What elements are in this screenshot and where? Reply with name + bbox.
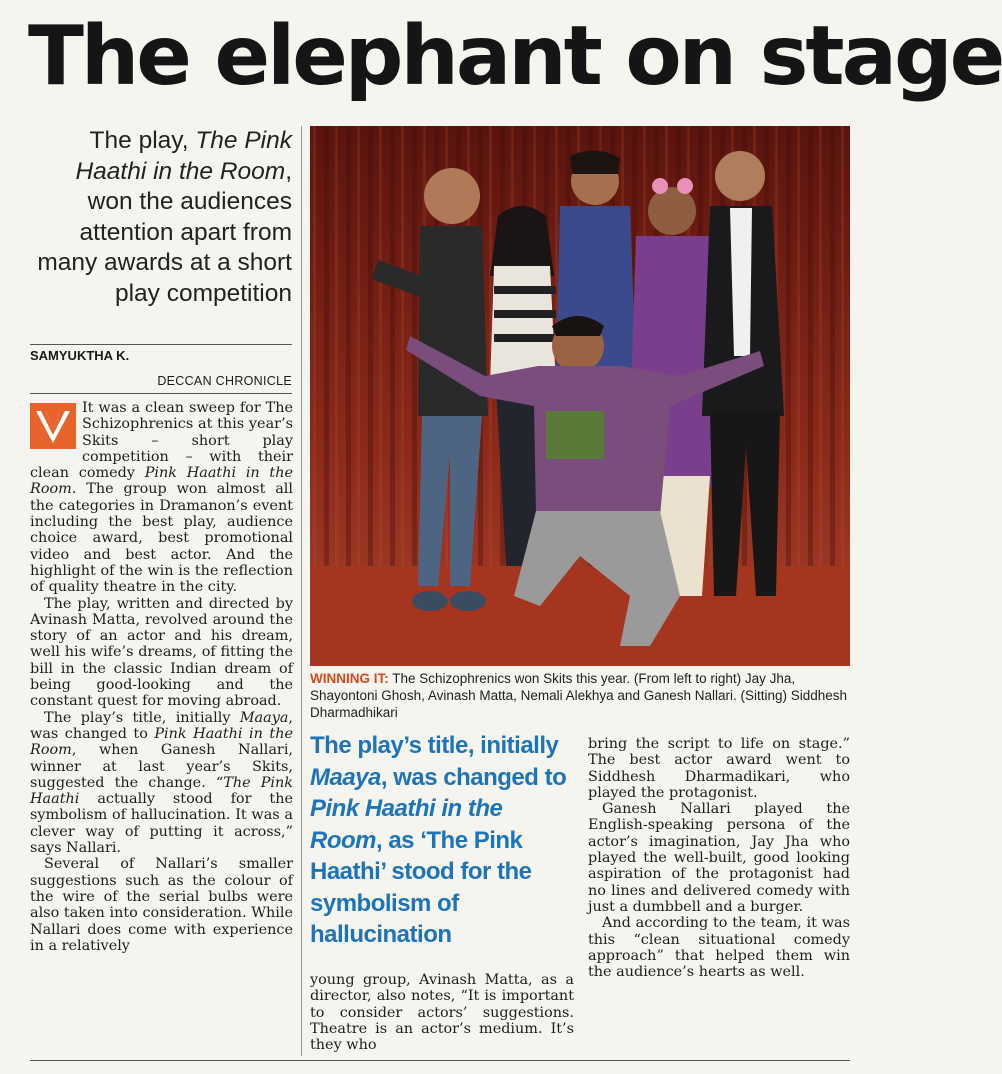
pullquote-title: Pink Haathi in the Room bbox=[310, 795, 503, 854]
play-title: Pink Haathi in the Room bbox=[30, 465, 293, 498]
pullquote-text: The play’s title, initially bbox=[310, 732, 559, 759]
standfirst-suffix: , won the audiences attention apart from many awards at a short play competition bbox=[37, 157, 292, 307]
byline-rule bbox=[30, 393, 292, 394]
pullquote-text: , as ‘The Pink Haathi’ stood for the symbolism of hallucination bbox=[310, 826, 532, 948]
standfirst bbox=[30, 126, 292, 309]
body-paragraph bbox=[30, 710, 293, 857]
play-title: Maaya bbox=[239, 709, 289, 726]
headline: The elephant on stage bbox=[28, 9, 1002, 104]
body-paragraph: Several of Nallari’s smaller suggestions such as the colour of the wire of the serial bulbs were also taken into consideration. While Nallari does come with experience in a relatively bbox=[30, 856, 293, 954]
body-paragraph: bring the script to life on stage.” The best actor award went to Siddhesh Dharmadikari, who played the protagonist. bbox=[588, 736, 850, 801]
caption-text: The Schizophrenics won Skits this year. (From left to right) Jay Jha, Shayontoni Ghosh, Avinash Matta, Nemali Alekhya and Ganesh Nallari. (Sitting) Siddhesh Dharmadhikari bbox=[310, 671, 848, 720]
source-credit: DECCAN CHRONICLE bbox=[157, 374, 292, 388]
dropcap-v-icon bbox=[30, 403, 76, 449]
stage-photo bbox=[310, 126, 850, 666]
body-text: It was a clean sweep for The Schizophrenics at this year’s Skits – short play competition – with their clean comedy bbox=[30, 400, 293, 482]
pullquote-title: Maaya bbox=[310, 763, 381, 791]
body-text: actually stood for the symbolism of hallucination. It was a clever way of putting it across,” says Nallari. bbox=[30, 791, 293, 857]
play-title: The Pink Haathi bbox=[30, 774, 294, 808]
bottom-rule bbox=[30, 1060, 850, 1061]
standfirst-prefix: The play, bbox=[89, 127, 196, 154]
body-text: The play’s title, initially bbox=[44, 709, 240, 726]
body-text: , when Ganesh Nallari, winner at last year’s Skits, suggested the change. “ bbox=[30, 742, 293, 791]
photo-caption bbox=[310, 670, 850, 721]
pull-quote bbox=[310, 730, 580, 951]
body-text: . The group won almost all the categories in Dramanon’s event including the best play, audience choice award, best promotional video and best actor. And the highlight of the win is the reflection of quality theatre in the city. bbox=[30, 481, 293, 596]
pullquote-text: , was changed to bbox=[380, 763, 567, 791]
photo-illustration bbox=[310, 126, 850, 666]
standfirst-play-title: The Pink Haathi in the Room bbox=[75, 127, 292, 185]
body-paragraph: young group, Avinash Matta, as a director, also notes, “It is important to consider actors’ suggestions. Theatre is an actor’s medium. It’s they who bbox=[310, 972, 574, 1054]
body-paragraph: And according to the team, it was this “clean situational comedy approach” that helped them win the audience’s hearts as well. bbox=[588, 915, 850, 981]
play-title: Pink Haathi in the Room bbox=[30, 725, 293, 759]
byline: SAMYUKTHA K. bbox=[30, 344, 292, 363]
body-column-middle bbox=[310, 972, 574, 1053]
body-text: , was changed to bbox=[30, 709, 293, 742]
body-column-left bbox=[30, 400, 293, 954]
body-paragraph: The play, written and directed by Avinash Matta, revolved around the story of an actor and his dream, well his wife’s dreams, of fitting the bill in the classic Indian dream of being good-looking and the constant quest for moving abroad. bbox=[30, 595, 293, 710]
column-rule bbox=[301, 126, 302, 1056]
body-paragraph: Ganesh Nallari played the English-speaking persona of the actor’s imagination, Jay Jha who played the well-built, good looking aspiration of the protagonist had no lines and delivered comedy with just a dumbbell and a burger. bbox=[588, 801, 850, 915]
body-column-right bbox=[588, 736, 850, 980]
caption-label: WINNING IT: bbox=[310, 671, 389, 686]
